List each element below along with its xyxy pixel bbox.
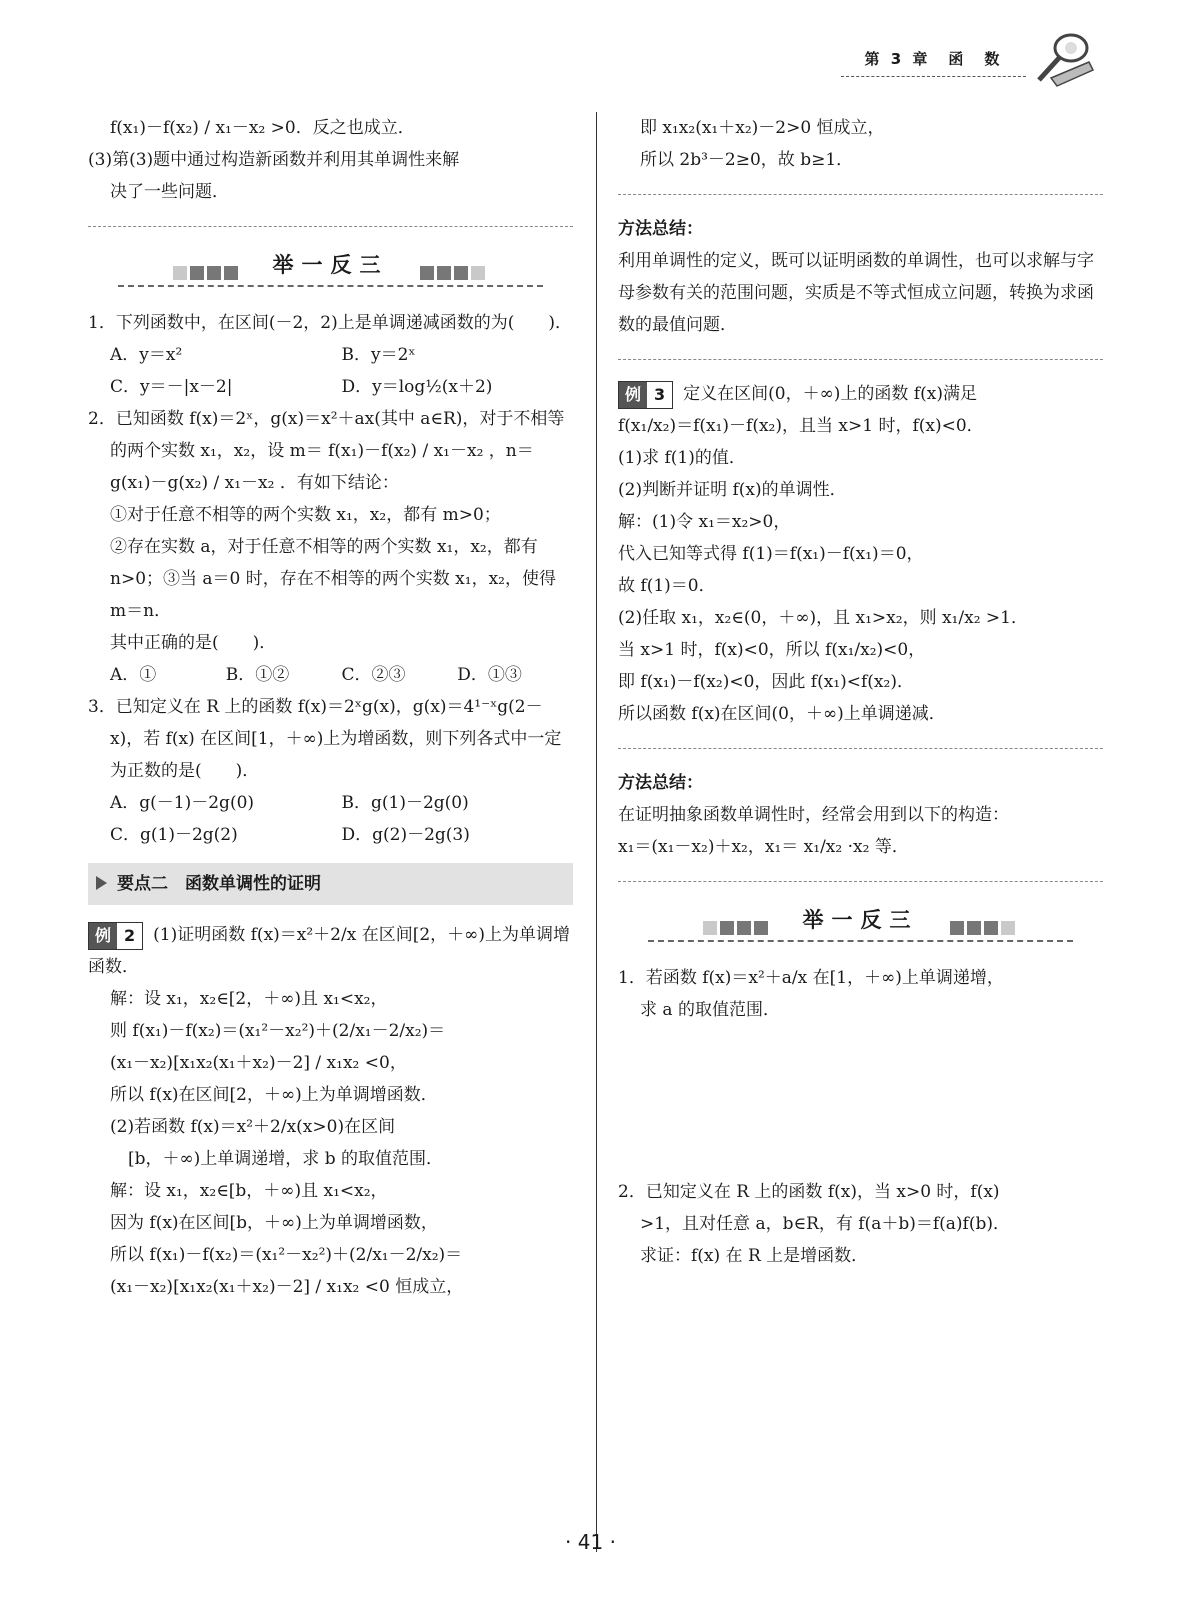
conclusion-1: ①对于任意不相等的两个实数 x₁，x₂，都有 m>0；: [110, 505, 501, 525]
options-row: [88, 371, 573, 403]
method-summary-formula: x₁＝(x₁－x₂)＋x₂，x₁＝ x₁/x₂ ·x₂ 等．: [618, 837, 909, 857]
magnifier-logo-icon: [1031, 28, 1101, 90]
solution-line: 所以 f(x₁)－f(x₂)＝(x₁²－x₂²)＋(2/x₁－2/x₂)＝: [110, 1245, 463, 1265]
solution-line: 所以 f(x)在区间[2，＋∞)上为单调增函数．: [110, 1085, 438, 1105]
option-c: C．y＝－|x－2|: [110, 377, 233, 397]
dashed-separator: [618, 194, 1103, 195]
text-line: 决了一些问题．: [110, 182, 229, 202]
solution-line: (2)任取 x₁，x₂∈(0，＋∞)，且 x₁>x₂，则 x₁/x₂ >1．: [618, 608, 1028, 628]
solution-line: 则 f(x₁)－f(x₂)＝(x₁²－x₂²)＋(2/x₁－2/x₂)＝: [110, 1021, 446, 1041]
left-column: [88, 112, 573, 1303]
section-heading: [88, 863, 573, 905]
solution-line: 即 f(x₁)－f(x₂)<0，因此 f(x₁)<f(x₂)．: [618, 672, 914, 692]
header-rule: [841, 76, 1026, 77]
option-b: B．g(1)－2g(0): [341, 793, 469, 813]
option-d: D．g(2)－2g(3): [341, 825, 470, 845]
practice-banner: [88, 245, 573, 301]
question-ask: 其中正确的是( )．: [110, 633, 277, 653]
solution-line: 故 f(1)＝0．: [618, 576, 716, 596]
chapter-title: 第 3 章 函 数: [864, 50, 1003, 68]
text-line: f(x₁)－f(x₂) / x₁－x₂ >0．反之也成立．: [110, 118, 415, 138]
dashed-separator: [618, 748, 1103, 749]
method-summary-title: 方法总结：: [618, 219, 703, 239]
triangle-icon: [96, 876, 107, 890]
page-number: · 41 ·: [565, 1530, 616, 1554]
banner-blocks-right: [950, 914, 1018, 928]
solution-line: (x₁－x₂)[x₁x₂(x₁＋x₂)－2] / x₁x₂ <0，: [110, 1053, 407, 1073]
example-label: 例 3: [618, 381, 673, 409]
question-2: 2．已知函数 f(x)＝2ˣ，g(x)＝x²＋ax(其中 a∈R)，对于不相等的两个实数 x₁，x₂，设 m＝ f(x₁)－f(x₂) / x₁－x₂ ，n＝ g(x₁)－g(x₂) / x₁－x₂ ．有如下结论：: [88, 409, 565, 493]
option-a: A．y＝x²: [110, 345, 183, 365]
solution-line: 解：设 x₁，x₂∈[b，＋∞)且 x₁<x₂，: [110, 1181, 388, 1201]
solution-line: 因为 f(x)在区间[b，＋∞)上为单调增函数，: [110, 1213, 438, 1233]
options-row: [88, 339, 573, 371]
option-a: A．g(－1)－2g(0): [110, 793, 255, 813]
practice-question-2: 2．已知定义在 R 上的函数 f(x)，当 x>0 时，f(x): [618, 1182, 1000, 1202]
solution-line: 解：设 x₁，x₂∈[2，＋∞)且 x₁<x₂，: [110, 989, 388, 1009]
example-2-question-2: (2)若函数 f(x)＝x²＋2/x(x>0)在区间: [110, 1117, 396, 1137]
method-summary-text: 利用单调性的定义，既可以证明函数的单调性，也可以求解与字母参数有关的范围问题，实质是不等式恒成立问题，转换为求函数的最值问题．: [618, 251, 1094, 335]
solution-line: 当 x>1 时，f(x)<0，所以 f(x₁/x₂)<0，: [618, 640, 926, 660]
method-summary-title: 方法总结：: [618, 773, 703, 793]
practice-question-2-cont: 求证：f(x) 在 R 上是增函数．: [640, 1246, 869, 1266]
example-2-question-1: 例 2 (1)证明函数 f(x)＝x²＋2/x 在区间[2，＋∞)上为单调增函数．: [88, 919, 573, 983]
column-divider: [596, 112, 597, 1552]
practice-question-2-cont: >1，且对任意 a，b∈R，有 f(a＋b)＝f(a)f(b)．: [640, 1214, 1010, 1234]
solution-line: 即 x₁x₂(x₁＋x₂)－2>0 恒成立，: [640, 118, 885, 138]
example-3-part-1: (1)求 f(1)的值．: [618, 448, 746, 468]
right-column: [618, 112, 1103, 1272]
solution-line: (x₁－x₂)[x₁x₂(x₁＋x₂)－2] / x₁x₂ <0 恒成立，: [110, 1277, 464, 1297]
practice-banner: [618, 900, 1103, 956]
section-title: 要点二 函数单调性的证明: [117, 874, 321, 894]
option-c: C．g(1)－2g(2): [110, 825, 238, 845]
conclusion-2: ②存在实数 a，对于任意不相等的两个实数 x₁，x₂，都有 n>0；③当 a＝0 时，存在不相等的两个实数 x₁，x₂，使得 m＝n．: [110, 537, 556, 621]
banner-underline: [648, 940, 1073, 942]
option-a: A．①: [110, 665, 157, 685]
option-b: B．①②: [225, 665, 290, 685]
question-1: 1．下列函数中，在区间(－2，2)上是单调递减函数的为( )．: [88, 313, 572, 333]
practice-question-1-cont: 求 a 的取值范围．: [640, 1000, 780, 1020]
option-c: C．②③: [341, 665, 406, 685]
method-summary-text: 在证明抽象函数单调性时，经常会用到以下的构造：: [618, 805, 1009, 825]
option-d: D．①③: [457, 665, 522, 685]
solution-line: 代入已知等式得 f(1)＝f(x₁)－f(x₁)＝0，: [618, 544, 924, 564]
banner-underline: [118, 285, 543, 287]
text-line: (3)第(3)题中通过构造新函数并利用其单调性来解: [88, 150, 460, 170]
solution-line: 解：(1)令 x₁＝x₂>0，: [618, 512, 791, 532]
answer-space: [618, 1026, 1103, 1176]
example-label: 例 2: [88, 922, 143, 950]
example-2-question-2-cont: [b，＋∞)上单调递增，求 b 的取值范围．: [128, 1149, 443, 1169]
banner-title: 举一反三: [272, 253, 389, 277]
example-3-part-2: (2)判断并证明 f(x)的单调性．: [618, 480, 847, 500]
options-row: [88, 659, 573, 691]
dashed-separator: [88, 226, 573, 227]
option-d: D．y＝log½(x＋2): [341, 377, 493, 397]
page-header: [841, 28, 1101, 88]
dashed-separator: [618, 881, 1103, 882]
example-3-question: 例 3 定义在区间(0，＋∞)上的函数 f(x)满足: [618, 378, 1103, 410]
practice-question-1: 1．若函数 f(x)＝x²＋a/x 在[1，＋∞)上单调递增，: [618, 968, 1004, 988]
solution-line: 所以 2b³－2≥0，故 b≥1．: [640, 150, 854, 170]
example-3-condition: f(x₁/x₂)＝f(x₁)－f(x₂)，且当 x>1 时，f(x)<0．: [618, 416, 984, 436]
options-row: [88, 787, 573, 819]
banner-title: 举一反三: [802, 908, 919, 932]
question-3: 3．已知定义在 R 上的函数 f(x)＝2ˣg(x)，g(x)＝4¹⁻ˣg(2－x)，若 f(x) 在区间[1，＋∞)上为增函数，则下列各式中一定为正数的是( )．: [88, 697, 562, 781]
banner-blocks-right: [420, 259, 488, 273]
option-b: B．y＝2ˣ: [341, 345, 416, 365]
solution-line: 所以函数 f(x)在区间(0，＋∞)上单调递减．: [618, 704, 946, 724]
dashed-separator: [618, 359, 1103, 360]
options-row: [88, 819, 573, 851]
